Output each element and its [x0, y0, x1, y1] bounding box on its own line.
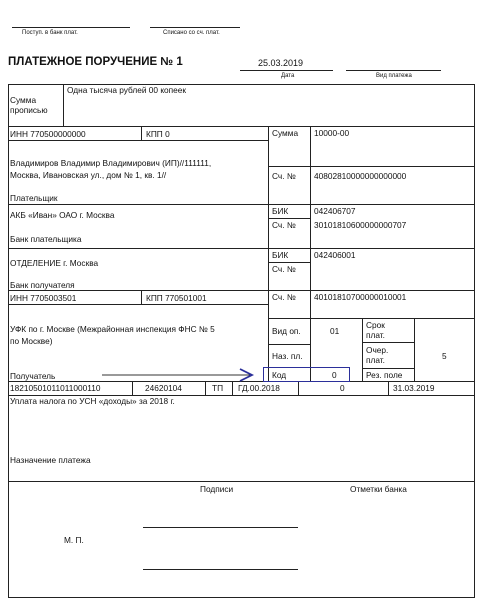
code-highlight-box — [263, 367, 350, 382]
payee-label: Получатель — [10, 371, 56, 381]
signatures-label: Подписи — [200, 484, 234, 494]
debited-label: Списано со сч. плат. — [163, 30, 220, 36]
amount-words-label-1: Сумма — [10, 95, 37, 105]
tax-div-5 — [388, 381, 389, 395]
order-label-2: плат. — [366, 355, 385, 365]
col-divider-268 — [268, 126, 269, 381]
signature-line-2 — [143, 569, 298, 570]
payee-bank-bik-value: 042406001 — [314, 250, 356, 260]
payer-bank-account-label: Сч. № — [272, 220, 296, 230]
order-label-1: Очер. — [366, 345, 389, 355]
payee-name-1: УФК по г. Москве (Межрайонная инспекция ФНС № 5 — [10, 324, 215, 334]
payer-amount-value: 10000-00 — [314, 128, 350, 138]
date-value: 25.03.2019 — [258, 58, 304, 68]
tax-div-2 — [205, 381, 206, 395]
codes-line-342 — [362, 342, 414, 343]
tax-div-3 — [232, 381, 233, 395]
tax-kbk: 18210501011011000110 — [10, 383, 101, 393]
tax-period: ГД.00.2018 — [238, 383, 280, 393]
code-value: 0 — [332, 370, 337, 380]
payer-label: Плательщик — [10, 193, 58, 203]
payer-bank-label: Банк плательщика — [10, 234, 82, 244]
rline-218 — [268, 218, 310, 219]
codes-line-344 — [268, 344, 310, 345]
row-line-248 — [8, 248, 475, 249]
tax-oktmo: 24620104 — [145, 383, 182, 393]
date-line — [240, 70, 333, 71]
reserve-label: Рез. поле — [366, 370, 403, 380]
payer-amount-label: Сумма — [272, 128, 299, 138]
frame-right — [474, 84, 475, 598]
col-divider-362 — [362, 318, 363, 381]
frame-left — [8, 84, 9, 598]
payee-bank-name: ОТДЕЛЕНИЕ г. Москва — [10, 258, 99, 268]
amount-words-value: Одна тысяча рублей 00 копеек — [67, 85, 187, 95]
code-label: Код — [272, 370, 287, 380]
signature-line-1 — [143, 527, 298, 528]
row-line-204 — [8, 204, 475, 205]
purpose-label: Назначение платежа — [10, 455, 91, 465]
rline-262 — [268, 262, 310, 263]
payer-name-2: Москва, Ивановская ул., дом № 1, кв. 1// — [10, 170, 167, 180]
amount-words-divider — [63, 84, 64, 126]
payee-inn: ИНН 7705003501 — [10, 293, 77, 303]
arrow-icon — [100, 368, 270, 382]
op-type-value: 01 — [330, 326, 340, 336]
amount-words-label-2: прописью — [10, 105, 48, 115]
payer-bank-account-value: 30101810600000000707 — [314, 220, 407, 230]
payee-account-label: Сч. № — [272, 292, 296, 302]
tax-doc-date: 31.03.2019 — [393, 383, 435, 393]
frame-bottom — [8, 597, 475, 598]
tax-div-1 — [132, 381, 133, 395]
payee-inn-kpp-divider — [141, 290, 142, 304]
row-line-318 — [268, 318, 474, 319]
payee-kpp: КПП 770501001 — [146, 293, 207, 303]
payer-kpp: КПП 0 — [146, 129, 170, 139]
rline-166 — [268, 166, 474, 167]
received-line — [12, 27, 130, 28]
document-title: ПЛАТЕЖНОЕ ПОРУЧЕНИЕ № 1 — [8, 56, 183, 68]
date-label: Дата — [281, 73, 295, 79]
payer-bank-name: АКБ «Иван» ОАО г. Москва — [10, 210, 115, 220]
row-line-140 — [8, 140, 268, 141]
payee-account-value: 40101810700000010001 — [314, 292, 407, 302]
payee-bank-account-label: Сч. № — [272, 264, 296, 274]
payer-bank-bik-label: БИК — [272, 206, 289, 216]
bank-marks-label: Отметки банка — [350, 484, 407, 494]
purpose-text: Уплата налога по УСН «доходы» за 2018 г. — [10, 396, 175, 406]
payee-bank-label: Банк получателя — [10, 280, 75, 290]
row-line-304 — [8, 304, 268, 305]
op-type-label: Вид оп. — [272, 326, 301, 336]
tax-doc-number: 0 — [340, 383, 345, 393]
payee-name-2: по Москве) — [10, 336, 53, 346]
debited-line — [150, 27, 240, 28]
tax-div-4 — [298, 381, 299, 395]
purpose-code-label: Наз. пл. — [272, 351, 303, 361]
stamp-label: М. П. — [64, 535, 84, 545]
payer-inn: ИНН 770500000000 — [10, 129, 86, 139]
payment-type-line — [346, 70, 441, 71]
col-divider-310 — [310, 126, 311, 381]
payer-account-label: Сч. № — [272, 171, 296, 181]
col-divider-414 — [414, 318, 415, 381]
payer-inn-kpp-divider — [141, 126, 142, 140]
tax-basis: ТП — [212, 383, 224, 393]
payer-bank-bik-value: 042406707 — [314, 206, 356, 216]
order-value: 5 — [442, 351, 447, 361]
payee-bank-bik-label: БИК — [272, 250, 289, 260]
term-label-1: Срок — [366, 320, 385, 330]
term-label-2: плат. — [366, 330, 385, 340]
received-label: Поступ. в банк плат. — [22, 30, 78, 36]
payer-account-value: 40802810000000000000 — [314, 171, 407, 181]
row-line-126 — [8, 126, 475, 127]
row-line-290 — [8, 290, 475, 291]
payer-name-1: Владимиров Владимир Владимирович (ИП)//111111, — [10, 158, 212, 168]
row-line-481 — [8, 481, 475, 482]
codes-line-368 — [362, 368, 414, 369]
payment-type-label: Вид платежа — [376, 73, 412, 79]
